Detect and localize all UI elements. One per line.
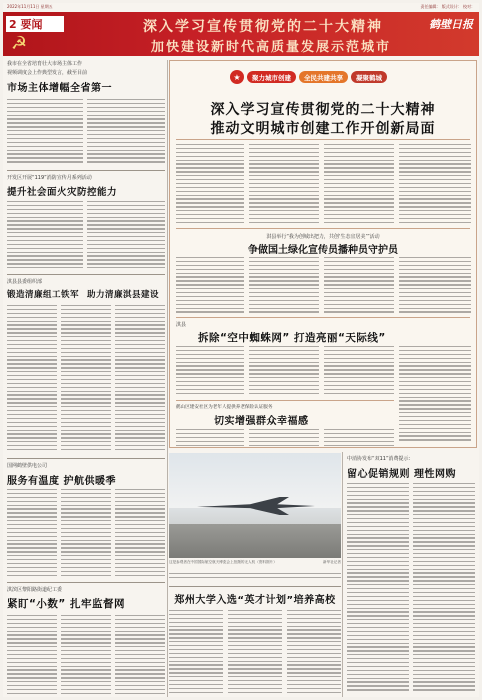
article-title-right: 助力清廉淇县建设 <box>87 290 160 300</box>
photo-caption-text: 这是参观者在中国国际航空航天博览会上拍摄的无人机（资料图片） <box>169 560 277 564</box>
article-body-col2 <box>87 201 165 271</box>
article-body-col3 <box>287 610 341 696</box>
article-body-col2 <box>61 615 111 695</box>
sub1-body-col2 <box>249 257 319 315</box>
article-title: 服务有温度 护航供暖季 <box>7 476 116 486</box>
article-body-col1 <box>169 610 223 696</box>
article-integrity-header <box>7 278 167 302</box>
article-title: 紧盯“小数” 扎牢监督网 <box>7 598 125 610</box>
article-body-col1 <box>7 305 57 455</box>
column-divider <box>167 60 168 697</box>
article-body-col3 <box>115 489 165 579</box>
article-kicker-2: 视频调度会上作典型发言，截至目前 <box>7 70 88 76</box>
feature-body-col3 <box>324 144 394 226</box>
photo-credit: 新华社记者 <box>323 560 341 564</box>
article-body-col3 <box>115 615 165 695</box>
article-body-col1 <box>7 99 83 167</box>
article-body-col1 <box>7 201 83 271</box>
sub3-body-col1 <box>176 429 244 447</box>
divider <box>176 317 470 318</box>
logo-pill-1: 聚力城市创建 <box>247 71 296 83</box>
divider <box>176 400 394 401</box>
page-meta-line <box>7 3 475 11</box>
article-body-col3 <box>115 305 165 455</box>
sub3-header <box>176 404 396 428</box>
article-body-col2 <box>413 483 475 693</box>
sub1-body-col3 <box>324 257 394 315</box>
banner-slogan-line1: 深入学习宣传贯彻党的二十大精神 <box>143 19 383 35</box>
sub2-kicker: 淇县 <box>176 322 187 328</box>
article-title-left: 锻造清廉组工铁军 <box>7 290 80 300</box>
sub3-title: 切实增强群众幸福感 <box>214 416 309 427</box>
article-title: 提升社会面火灾防控能力 <box>7 187 118 198</box>
divider <box>7 274 165 275</box>
logo-pill-3: 凝聚鹤城 <box>351 71 387 83</box>
city-logo-icon: ★ <box>230 70 244 84</box>
sub1-title: 争做国土绿化宣传员播种员守护员 <box>248 245 398 256</box>
sub2-body-col2 <box>249 346 319 398</box>
feature-body-col2 <box>249 144 319 226</box>
newspaper-page <box>3 3 479 697</box>
divider <box>169 586 341 587</box>
divider <box>7 170 165 171</box>
feature-civilized-city <box>169 60 477 448</box>
article-kicker: 淇县县委组织部 <box>7 279 43 285</box>
feature-body-col4 <box>399 144 471 226</box>
divider <box>7 458 165 459</box>
masthead-banner <box>3 12 479 56</box>
sub3-body-col3 <box>324 429 394 447</box>
article-title: 市场主体增幅全省第一 <box>7 83 112 94</box>
article-body-col2 <box>61 489 111 579</box>
article-body-col2 <box>61 305 111 455</box>
article-zhengzhou-univ-header <box>169 591 341 607</box>
photo-story-lead <box>169 573 341 583</box>
article-body-col2 <box>228 610 282 696</box>
article-title: 留心促销规则 理性网购 <box>347 469 456 480</box>
sub1-body-col1 <box>176 257 244 315</box>
logo-pill-2: 全民共建共享 <box>299 71 348 83</box>
sub2-header <box>176 321 472 343</box>
party-emblem-icon: ☭ <box>11 33 28 54</box>
article-fire-safety-header <box>7 174 165 198</box>
article-market-entities-header <box>7 60 165 96</box>
photo-ground <box>169 524 341 558</box>
feature-title-line1: 深入学习宣传贯彻党的二十大精神 <box>210 102 436 118</box>
sub3-body-col2 <box>249 429 319 447</box>
photo-sky <box>169 453 341 508</box>
article-kicker: 淇滨区黎阳路街道纪工委 <box>7 587 63 593</box>
article-kicker: 我市在全省培育壮大市场主体工作 <box>7 61 83 67</box>
sub2-title: 拆除“空中蜘蛛网” 打造亮丽“天际线” <box>198 332 386 343</box>
news-photo-drone <box>169 453 341 558</box>
sub3-kicker: 鹤山区建安社区为老年人提供养老保险认证服务 <box>176 405 273 410</box>
issue-date: 2022年11月11日 星期五 <box>7 4 53 9</box>
article-power-supply-header <box>7 462 165 486</box>
divider <box>176 139 470 140</box>
photo-caption <box>169 560 341 565</box>
divider <box>7 582 165 583</box>
feature-logo-bar <box>230 67 420 87</box>
feature-title-line2: 推动文明城市创建工作开创新局面 <box>210 121 436 137</box>
sub2-body-col1 <box>176 346 244 398</box>
article-body-col2 <box>87 99 165 167</box>
article-supervision-header <box>7 586 165 612</box>
editor-credits: 责任编辑： 版式设计： 校对： <box>420 4 475 9</box>
article-title: 郑州大学入选“英才计划”培养高校 <box>174 595 336 606</box>
sub1-body-col4 <box>399 257 471 315</box>
newspaper-name: 鹤壁日报 <box>429 18 473 31</box>
divider <box>176 228 470 229</box>
article-kicker: 国网鹤壁供电公司 <box>7 463 48 469</box>
article-kicker: 中消协发布“双11”消费提示： <box>347 456 414 462</box>
article-body-col1 <box>7 489 57 579</box>
article-kicker: 开发区开展“119”消防宣传月系列活动 <box>7 175 92 181</box>
article-body-col1 <box>347 483 409 693</box>
sub1-kicker: 淇县举行“我为创城出把力，共创‘生态宜居美’”活动 <box>266 234 380 240</box>
feature-body-col1 <box>176 144 244 226</box>
article-body-col1 <box>7 615 57 695</box>
article-double11-box <box>343 453 477 697</box>
page-number: 2 要闻 <box>6 16 64 32</box>
sub2-body-col3 <box>324 346 394 398</box>
banner-slogan-line2: 加快建设新时代高质量发展示范城市 <box>151 40 392 55</box>
sub2-body-col4 <box>399 346 471 446</box>
